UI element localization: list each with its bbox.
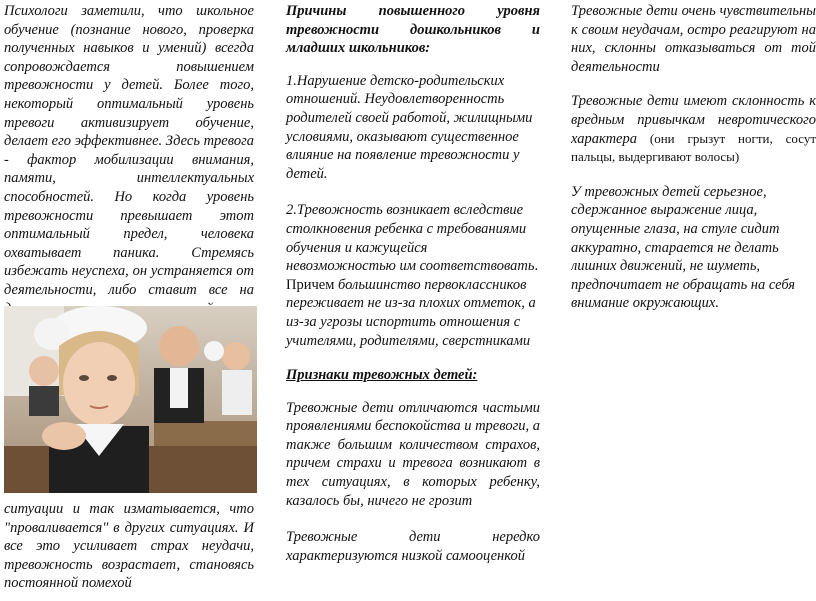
intro-paragraph: Психологи заметили, что школьное обучение (познание нового, проверка полученных навыков и умений) всегда сопровождается повышением тревожности у детей. Более того, некоторый оптимальный уровень тревоги активизирует обучение, делает его эффективнее. Здесь тревога - фактор мобилизации внимания, памяти, интеллектуальных способностей. Но когда уровень тревожности превышает этот оптимальный предел, человека охватывает паника. Стремясь избежать неуспеха, он устраняется от деятельности, либо ставит все на	[4, 3, 254, 298]
column-left	[4, 0, 254, 601]
cause-item-2-text: 2.Тревожность возникает вследствие столкновения ребенка с требованиями обучения и кажущейся невозможностью им соответствовать	[286, 202, 535, 275]
classroom-children-photo	[4, 306, 257, 493]
signs-paragraph-2: Тревожные дети нередко характеризуются низкой самооценкой	[286, 529, 540, 564]
cause-item-1: 1.Нарушение детско-родительских отношений. Неудовлетворенность родителей своей работой, жилищными условиями, оказывают существенное влияние на появление тревожности у детей.	[286, 72, 533, 182]
signs-heading: Признаки тревожных детей:	[286, 367, 478, 384]
habits-examples: (они грызут ногти, сосут пальцы, выдергивают волосы)	[571, 130, 816, 165]
cause-item-2	[286, 201, 540, 350]
photo-illustration	[4, 306, 257, 493]
column-middle	[286, 0, 540, 565]
cause-item-2-rest: большинство первоклассников переживает не из-за плохих отметок, а из-за угрозы испортить отношения с учителями, родителями, сверстниками	[286, 276, 536, 349]
habits-text: Тревожные дети имеют склонность к вредным привычкам невротического характера	[571, 93, 816, 147]
signs-paragraph-1: Тревожные дети отличаются частыми проявлениями беспокойства и тревоги, а также большим количеством страхов, причем страхи и тревога возникают в тех ситуациях, в которых ребенку, казалось бы, ничего не грозит	[286, 399, 540, 509]
signs-paragraph-5: У тревожных детей серьезное, сдержанное выражение лица, опущенные глаза, на стуле сидит аккуратно, старается не делать лишних движений, не шуметь, предпочитает не обращать на себя внимание окружающих.	[571, 183, 796, 312]
intro-paragraph-continued: ситуации и так изматывается, что "проваливается" в других ситуациях. И все это усиливает страх неудачи, тревожность возрастает, становясь постоянной помехой	[4, 501, 254, 592]
causes-heading: Причины повышенного уровня тревожности дошкольников и младших школьников:	[286, 3, 540, 57]
column-right	[571, 0, 816, 313]
cause-item-2-connector: . Причем	[286, 258, 539, 293]
signs-paragraph-3: Тревожные дети очень чувствительны к своим неудачам, остро реагируют на них, склонны отказываться от той деятельности	[571, 3, 816, 75]
signs-paragraph-4	[571, 92, 816, 166]
